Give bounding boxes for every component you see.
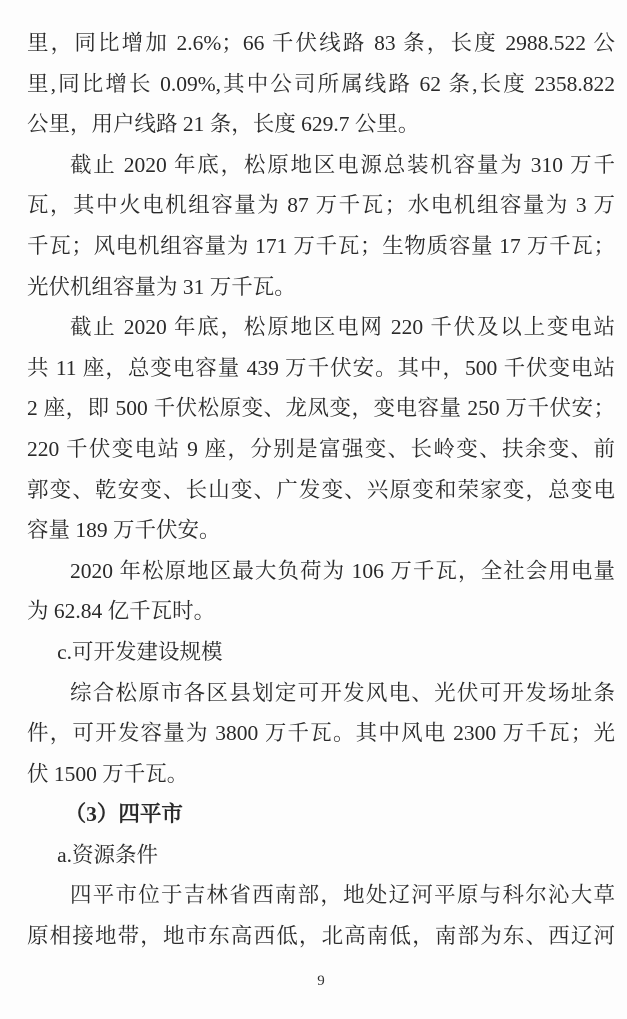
text-line: 2 座，即 500 千伏松原变、龙凤变，变电容量 250 万千伏安； bbox=[27, 396, 615, 421]
subsection-heading-a: a.资源条件 bbox=[57, 842, 159, 867]
text-line: 里,同比增长 0.09%,其中公司所属线路 62 条,长度 2358.822 bbox=[27, 71, 615, 96]
text-line: 为 62.84 亿千瓦时。 bbox=[27, 599, 216, 624]
section-heading-siping: （3）四平市 bbox=[64, 802, 183, 827]
text-line: 里，同比增加 2.6%；66 千伏线路 83 条，长度 2988.522 公 bbox=[27, 31, 615, 55]
text-line: 2020 年松原地区最大负荷为 106 万千瓦，全社会用电量 bbox=[70, 558, 615, 583]
text-line: 光伏机组容量为 31 万千瓦。 bbox=[27, 274, 296, 299]
text-line: 件，可开发容量为 3800 万千瓦。其中风电 2300 万千瓦；光 bbox=[27, 721, 615, 746]
text-line: 原相接地带，地市东高西低，北高南低，南部为东、西辽河 bbox=[27, 924, 615, 949]
text-line: 公里，用户线路 21 条，长度 629.7 公里。 bbox=[27, 112, 420, 137]
text-line: 220 千伏变电站 9 座，分别是富强变、长岭变、扶余变、前 bbox=[27, 436, 615, 461]
text-line: 共 11 座，总变电容量 439 万千伏安。其中，500 千伏变电站 bbox=[27, 355, 615, 380]
text-line: 截止 2020 年底，松原地区电源总装机容量为 310 万千 bbox=[70, 152, 615, 177]
text-line: 瓦，其中火电机组容量为 87 万千瓦；水电机组容量为 3 万 bbox=[27, 193, 615, 218]
text-line: 容量 189 万千伏安。 bbox=[27, 518, 221, 543]
text-line: 伏 1500 万千瓦。 bbox=[27, 761, 189, 786]
subsection-heading-c: c.可开发建设规模 bbox=[57, 639, 223, 664]
document-body bbox=[27, 23, 615, 957]
text-line: 郭变、乾安变、长山变、广发变、兴原变和荣家变，总变电 bbox=[27, 477, 615, 502]
text-line: 截止 2020 年底，松原地区电网 220 千伏及以上变电站 bbox=[70, 315, 615, 340]
text-line: 四平市位于吉林省西南部，地处辽河平原与科尔沁大草 bbox=[70, 883, 615, 908]
text-line: 千瓦；风电机组容量为 171 万千瓦；生物质容量 17 万千瓦； bbox=[27, 233, 615, 258]
text-line: 综合松原市各区县划定可开发风电、光伏可开发场址条 bbox=[70, 680, 615, 705]
page-number: 9 bbox=[317, 972, 325, 989]
